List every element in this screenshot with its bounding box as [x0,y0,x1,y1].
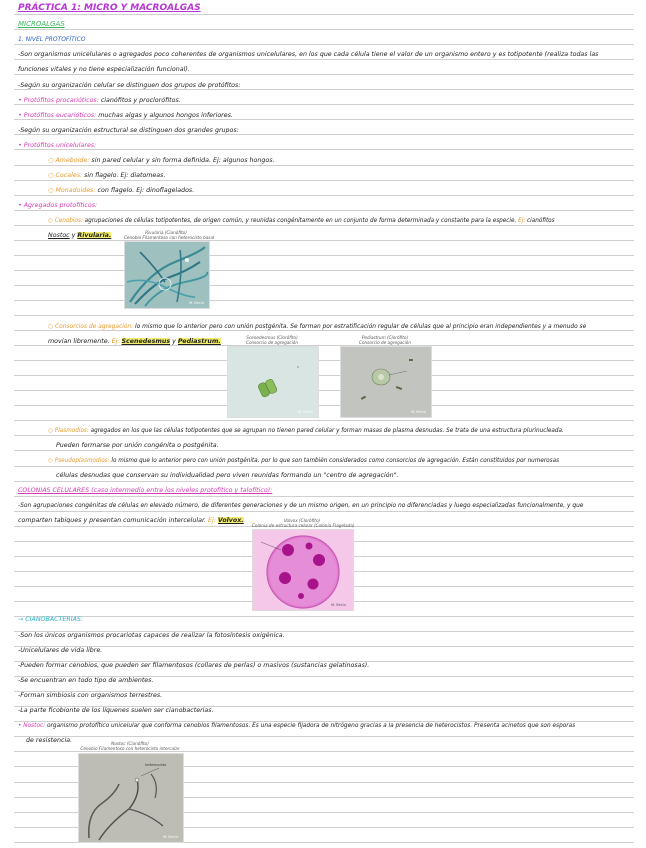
ruled-line [14,616,634,617]
item-text: lo mismo que lo anterior pero con unión postgénita, por lo que son también considerados como consorcios de agregación. Están constituidos por numerosas [109,458,560,464]
figure-caption-title: Pediastrum (Clorófito) [361,335,409,340]
figure-watermark: M. Recio [189,301,204,305]
paragraph-line: -Se encuentran en todo tipo de ambientes. [18,677,154,684]
scenedesmus-micrograph [227,346,319,418]
ruled-line [14,496,634,497]
item-text: movían libremente. [48,338,110,345]
page-title: PRÁCTICA 1: MICRO Y MACROALGAS [18,3,201,13]
figure-caption-subtitle: Consorcio de agregación [359,340,411,345]
item-label: ○ Monadoides: [48,187,96,194]
paragraph-line: -Son organismos unicelulares o agregados poco coherentes de organismos unicelulares, en los que cada célula tiene el valor de un organismo entero y es totipotente (realiza todas las [18,51,599,58]
ruled-line [14,315,634,316]
item-label: ○ Plasmodios: [48,428,89,434]
item-example: algunos hongos. [220,157,275,164]
bullet-text: muchas algas y algunos hongos inferiores. [96,112,233,119]
item-text: lo mismo que lo anterior pero con unión postgénita. Se forman por estratificación regular de células que al principio eran independientes y a menudo se [133,324,587,330]
ruled-line [14,149,634,150]
bullet-nostoc [18,722,575,730]
bullet-text: cianófitos y proclorófitos. [98,97,181,104]
figure-caption-title: Nostoc (Cianófito) [111,741,149,746]
ruled-line [14,736,634,737]
ruled-line [14,481,634,482]
figure-caption-title: Rivularia (Cianófito) [145,230,187,235]
item-text: agregados en los que las células totipotentes que se agrupan no tienen pared celular y forman masas de plasma desnudas. Se trata de una estructura plurinucleada. [88,428,564,434]
colonias-heading: COLONIAS CELULARES (caso intermedio entre los niveles protofítico y talofítico): [18,487,273,494]
paragraph-line: células desnudas que conservan su individualidad pero viven reunidas formando un "centro de agregación". [56,472,399,479]
bullet-agregados: • Agregados protofíticos: [18,202,98,209]
figure-watermark: M. Recio [163,835,178,839]
item-text: comparten tabiques y presentan comunicación intercelular. [18,517,207,524]
item-monadoides [48,187,194,195]
example-rivularia: Rivularia. [77,232,112,239]
ruled-line [14,751,634,752]
ruled-line [14,511,634,512]
pediastrum-micrograph [340,346,432,418]
item-label: ○ Pseudoplasmodios: [48,458,110,464]
item-example: diatomeas. [128,172,166,179]
connector: y [170,338,178,345]
colonias-line [18,517,244,525]
volvox-micrograph [252,529,354,611]
figure-label-heterocisto: heterocisto [145,762,167,767]
nostoc-micrograph [78,753,184,843]
bullet-unicelulares: • Protófitos unicelulares: [18,142,97,149]
bullet-procarioticos [18,97,181,105]
item-label: ○ Cocales: [48,172,83,179]
ruled-line [14,29,634,30]
ruled-line [14,59,634,60]
item-consorcios [48,323,586,331]
example-marker: Ej: [109,338,120,345]
ruled-line [14,180,634,181]
bullet-label: • Nostoc: [18,723,46,729]
paragraph-line: de resistencia. [26,737,73,744]
rivularia-micrograph [124,241,210,309]
figure-caption-subtitle: Cenobio Filamentoso con heterocisto basal [124,235,215,240]
figure-caption-title: Volvox (Clorófito) [283,518,321,523]
ruled-line [14,646,634,647]
item-cenobios [48,217,555,225]
figure-watermark: M. Recio [298,410,313,414]
subsection-heading: 1. NIVEL PROTOFÍTICO [18,36,86,43]
ruled-line [14,285,634,286]
bullet-eucarioticos [18,112,233,120]
item-text: con flagelo. Ej: [95,187,145,194]
cianobacterias-heading: → CIANOBACTERIAS: [18,616,84,623]
paragraph-line: -Pueden formar cenobios, que pueden ser filamentosos (collares de perlas) o masivos (sustancias gelatinosas). [18,662,370,669]
ruled-line [14,270,634,271]
paragraph-line: Pueden formarse por unión congénita o postgénita. [56,442,219,449]
ruled-line [14,195,634,196]
section-heading-microalgas: MICROALGAS [18,20,65,28]
paragraph-line: -Según su organización celular se distinguen dos grupos de protófitos: [18,82,241,89]
ruled-line [14,300,634,301]
item-cocales [48,172,165,180]
figure-caption-subtitle: Cenobio Filamentoso con heterocisto intercalar [80,746,180,751]
ruled-line [14,255,634,256]
ruled-line [14,466,634,467]
bullet-label: • Protófitos procarióticos: [18,97,99,104]
item-plasmodios [48,427,564,435]
example-marker: Ej: [206,517,216,524]
ruled-line [14,14,634,15]
ruled-line [14,435,634,436]
example-pediastrum: Pediastrum. [177,338,221,345]
ruled-line [14,360,634,361]
example-scenedesmus: Scenedesmus [121,338,171,345]
paragraph-line: funciones vitales y no tiene especialización funcional). [18,66,190,73]
ruled-line [14,420,634,421]
paragraph-line: -Son agrupaciones congénitas de células en elevado número, de diferentes generaciones y de un mismo origen, en un principio no diferenciadas y luego especializadas funcionalmente, y que [18,503,584,509]
ruled-line [14,405,634,406]
item-example: dinoflagelados. [144,187,195,194]
ruled-line [14,240,634,241]
ruled-line [14,74,634,75]
item-ameboide [48,157,275,165]
paragraph-line: -La parte ficobionte de los líquenes suelen ser cianobacterias. [18,707,214,714]
ruled-line [14,450,634,451]
item-label: ○ Cenobios: [48,218,83,224]
item-text: agrupaciones de células totipotentes, de origen común, y reunidas congénitamente en un conjunto de forma determinada y constante para la especie. [82,218,517,224]
item-label: ○ Ameboide: [48,157,90,164]
paragraph-line: -Según su organización estructural se distinguen dos grandes grupos: [18,127,239,134]
paragraph-line: -Son los únicos organismos procariotas capaces de realizar la fotosíntesis oxigénica. [18,632,285,639]
figure-watermark: M. Recio [331,603,346,607]
consorcios-examples [48,338,221,346]
cenobios-examples [48,232,111,240]
ruled-line [14,225,634,226]
figure-watermark: M. Recio [411,410,426,414]
ruled-line [14,375,634,376]
example-marker: Ej: [516,218,526,224]
figure-caption-subtitle: Consorcio de agregación [246,340,298,345]
paragraph-line: -Forman simbiosis con organismos terrestres. [18,692,163,699]
item-pseudoplasmodios [48,457,559,465]
example-nostoc: Nostoc [48,232,70,239]
bullet-label: • Protófitos eucarióticos: [18,112,97,119]
item-example: cianófitos [525,218,555,224]
figure-caption-title: Scenedesmus (Clorófito) [246,335,298,340]
example-volvox: Volvox. [217,517,244,524]
ruled-line [14,390,634,391]
ruled-line [14,210,634,211]
connector: y [69,232,78,239]
bullet-text: organismo protofítico unicelular que conforma cenobios filamentosos. Es una especie fijadora de nitrógeno gracias a la presencia de heterocistos. Presenta acinetos que son esporas [45,723,576,729]
item-text: sin flagelo. Ej: [82,172,129,179]
item-text: sin pared celular y sin forma definida. Ej: [89,157,221,164]
paragraph-line: -Unicelulares de vida libre. [18,647,103,654]
item-label: ○ Consorcios de agregación: [48,324,134,330]
ruled-line [14,44,634,45]
ruled-line [14,165,634,166]
figure-caption-subtitle: Colonia de estructura celular (Colonia Flagelada) [252,523,355,528]
